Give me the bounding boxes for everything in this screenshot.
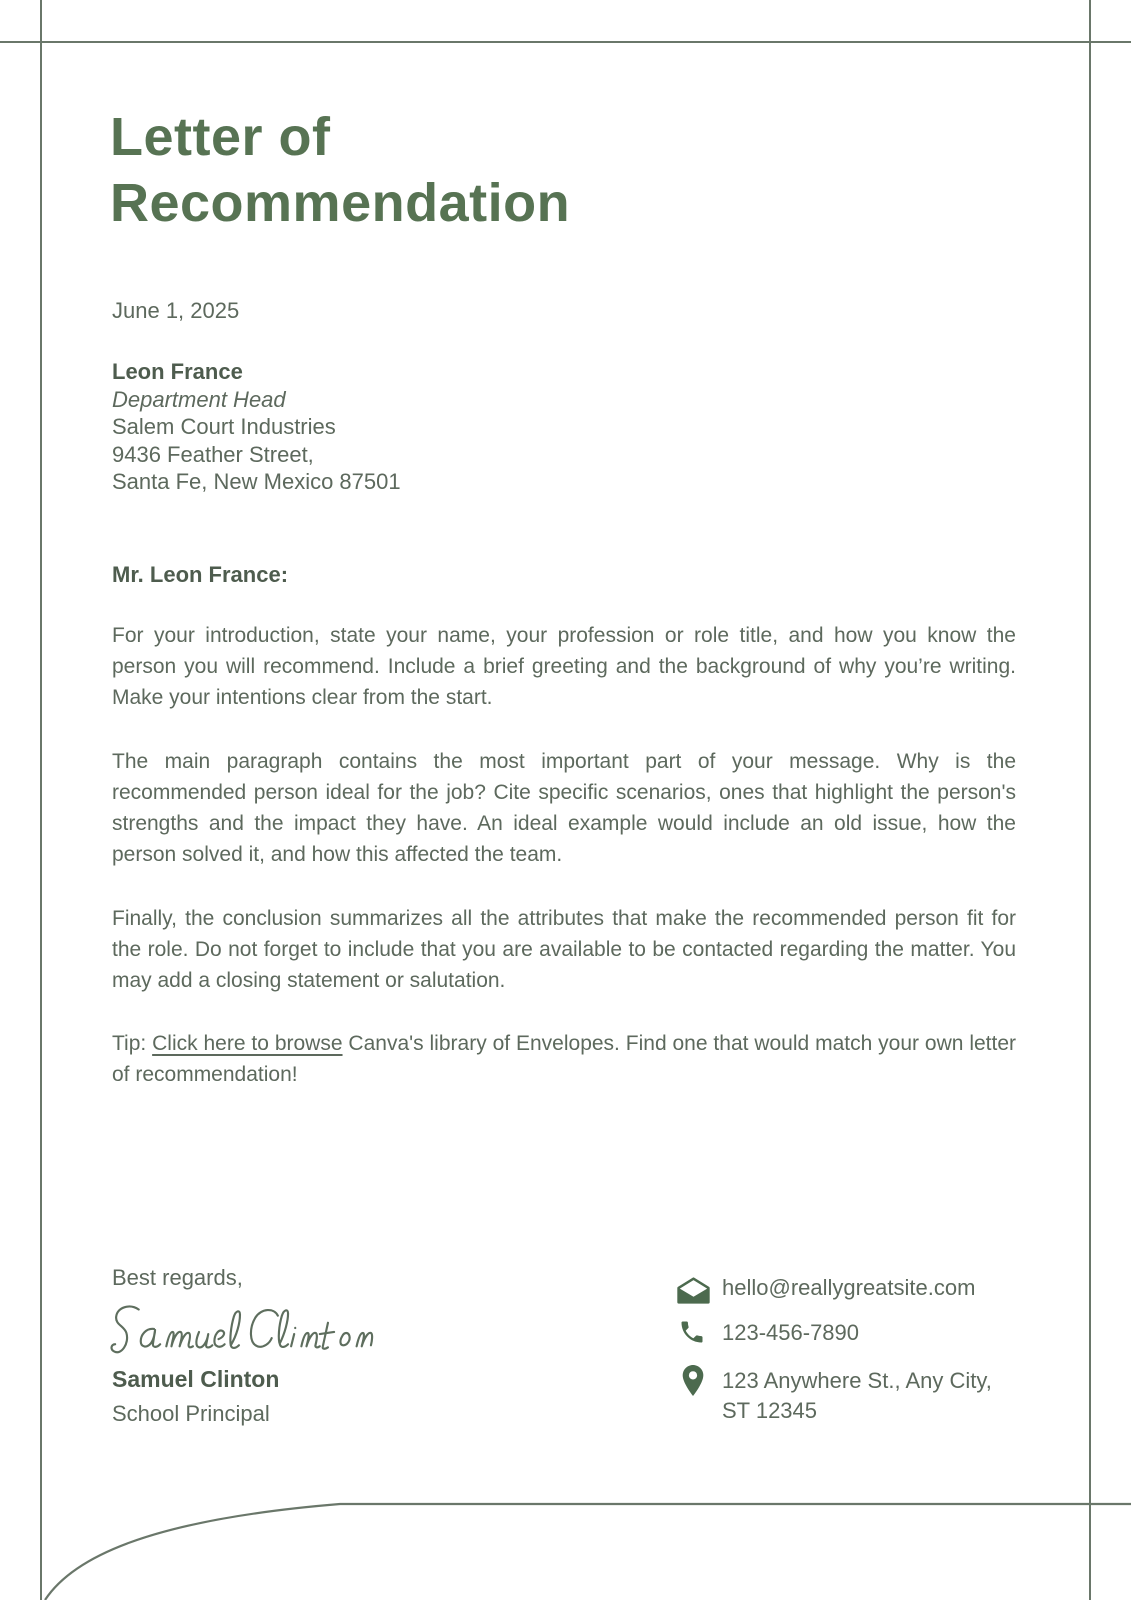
tip-paragraph — [112, 1028, 1016, 1090]
body-paragraph-3: Finally, the conclusion summarizes all the attributes that make the recommended person fit for the role. Do not forget to include that you are available to be contacted regarding the matter. You may add a closing statement or salutation. — [112, 907, 1016, 992]
frame-bottom-curve-line — [0, 1495, 1131, 1600]
frame-top-line — [0, 41, 1131, 43]
recipient-address-line1: 9436 Feather Street, — [112, 441, 314, 467]
envelope-icon — [677, 1277, 710, 1304]
page-title: Letter of Recommendation — [110, 107, 571, 233]
contact-address — [722, 1366, 992, 1426]
signer-name: Samuel Clinton — [112, 1366, 280, 1392]
frame-right-line — [1089, 0, 1091, 1600]
recipient-address-line2: Santa Fe, New Mexico 87501 — [112, 469, 401, 494]
frame-left-line — [40, 0, 42, 1600]
contact-phone: 123-456-7890 — [722, 1320, 860, 1345]
body-paragraph-1: For your introduction, state your name, your profession or role title, and how you know the person you will recommend. Include a brief greeting and the background of why you’re writing. Make your intentions clear from the start. — [112, 624, 1016, 709]
location-pin-icon — [680, 1364, 706, 1397]
recipient-block — [112, 358, 401, 496]
recipient-company: Salem Court Industries — [112, 414, 336, 439]
signature-script — [108, 1300, 374, 1366]
recipient-name: Leon France — [112, 359, 243, 384]
salutation: Mr. Leon France: — [112, 562, 289, 587]
contact-address-line1: 123 Anywhere St., Any City, — [722, 1368, 992, 1393]
tip-suffix: Canva's library of Envelopes. Find one that would match your own letter of recommendation! — [112, 1032, 1017, 1086]
tip-browse-link[interactable]: Click here to browse — [152, 1032, 343, 1055]
body-paragraph-2: The main paragraph contains the most important part of your message. Why is the recommended person ideal for the job? Cite specific scenarios, ones that highlight the person's strengths and the impact they have. An ideal example would include an old issue, how the person solved it, and how this affected the team. — [112, 750, 1016, 866]
contact-email: hello@reallygreatsite.com — [722, 1275, 976, 1300]
tip-prefix: Tip: — [112, 1032, 153, 1055]
closing-regards: Best regards, — [112, 1265, 243, 1290]
phone-icon — [678, 1318, 706, 1346]
letter-date: June 1, 2025 — [112, 298, 240, 323]
recipient-role: Department Head — [112, 386, 286, 412]
signer-title: School Principal — [112, 1401, 270, 1426]
contact-address-line2: ST 12345 — [722, 1398, 818, 1423]
